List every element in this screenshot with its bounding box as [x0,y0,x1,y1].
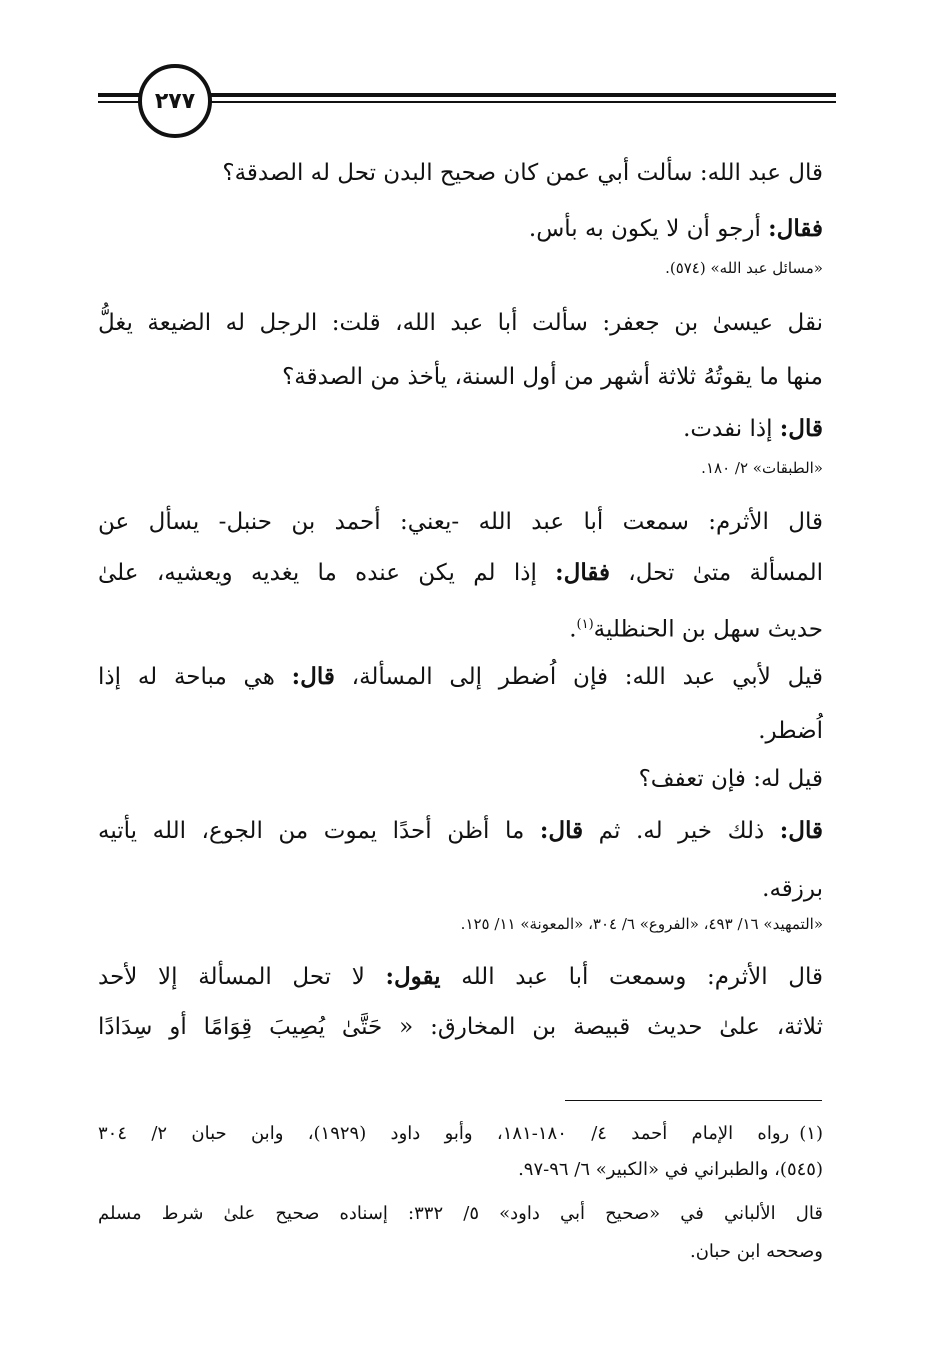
text-line-9 [98,662,823,692]
footnote-separator [565,1100,822,1101]
speaker-label: فقال: [555,559,610,586]
source-reference: «مسائل عبد الله» (٥٧٤). [665,259,823,277]
text-line-15: ثلاثة، علىٰ حديث قبيصة بن المخارق: « حَتَّىٰ يُصِيبَ قِوَامًا أو سِدَادًا [98,1014,823,1040]
speaker-label: فقال: [768,215,823,242]
page-header [98,64,836,138]
text-span: أرجو أن لا يكون به بأس. [528,216,769,242]
text-line-13: برزقه. [762,876,823,902]
text-span: قيل لأبي عبد الله: فإن اُضطر إلى المسألة، [334,664,823,690]
header-rule-thin [188,101,836,103]
header-rule [188,93,836,97]
text-span: ما أظن أحدًا يموت من الجوع، الله يأتيه [98,818,540,844]
footnote-line-1 [98,1122,823,1146]
text-line-4: منها ما يقوتُهُ ثلاثة أشهر من أول السنة، يأخذ من الصدقة؟ [282,364,823,390]
text-line-14 [98,962,823,992]
text-line-6: قال الأثرم: سمعت أبا عبد الله -يعني: أحمد بن حنبل- يسأل عن [98,509,823,535]
page-number: ٢٧٧ [138,64,212,138]
header-rule-left-thin [98,101,142,103]
footnote-text: رواه الإمام أحمد ٤/ ١٨٠-١٨١، وأبو داود (١٩٢٩)، وابن حبان ٢/ ٣٠٤ [98,1123,790,1144]
text-span: ذلك خير له. ثم [583,818,780,844]
text-line-11: قيل له: فإن تعفف؟ [638,766,823,792]
footnote-line-3: قال الألباني في «صحيح أبي داود» ٥/ ٣٣٢: إسناده صحيح علىٰ شرط مسلم [98,1203,823,1224]
speaker-label: قال: [779,817,823,844]
text-span: هي مباحة له إذا [98,664,292,690]
footnote-marker: (١) [799,1123,823,1144]
text-line-2 [529,214,823,244]
text-span: قال الأثرم: وسمعت أبا عبد الله [440,964,823,990]
text-line-10: اُضطر. [758,718,823,744]
text-line-1: قال عبد الله: سألت أبي عمن كان صحيح البدن تحل له الصدقة؟ [222,160,823,186]
source-reference: «التمهيد» ١٦/ ٤٩٣، «الفروع» ٦/ ٣٠٤، «المعونة» ١١/ ١٢٥. [460,915,823,933]
footnote-line-4: وصححه ابن حبان. [689,1241,823,1262]
footnote-ref[interactable]: (١) [576,617,594,632]
text-span: المسألة متىٰ تحل، [610,560,824,586]
text-span: حديث سهل بن الحنظلية [593,616,823,643]
text-line-12 [98,816,823,846]
header-rule-left [98,93,142,97]
text-line-5 [683,414,823,444]
footnote-line-2: (٥٤٥)، والطبراني في «الكبير» ٦/ ٩٦-٩٧. [518,1159,823,1180]
text-span: لا تحل المسألة إلا لأحد [98,964,386,990]
text-line-3: نقل عيسىٰ بن جعفر: سألت أبا عبد الله، قلت: الرجل له الضيعة يغلُّ [98,310,823,336]
text-line-8 [569,610,823,645]
source-reference: «الطبقات» ٢/ ١٨٠. [701,459,823,477]
speaker-label: قال: [291,663,335,690]
text-span: إذا لم يكن عنده ما يغديه ويعشيه، علىٰ [98,560,556,586]
text-span: إذا نفدت. [683,416,780,442]
text-span: . [569,616,577,643]
speaker-label: قال: [779,415,823,442]
speaker-label: يقول: [385,963,441,990]
text-line-7 [98,558,823,588]
speaker-label: قال: [539,817,584,844]
